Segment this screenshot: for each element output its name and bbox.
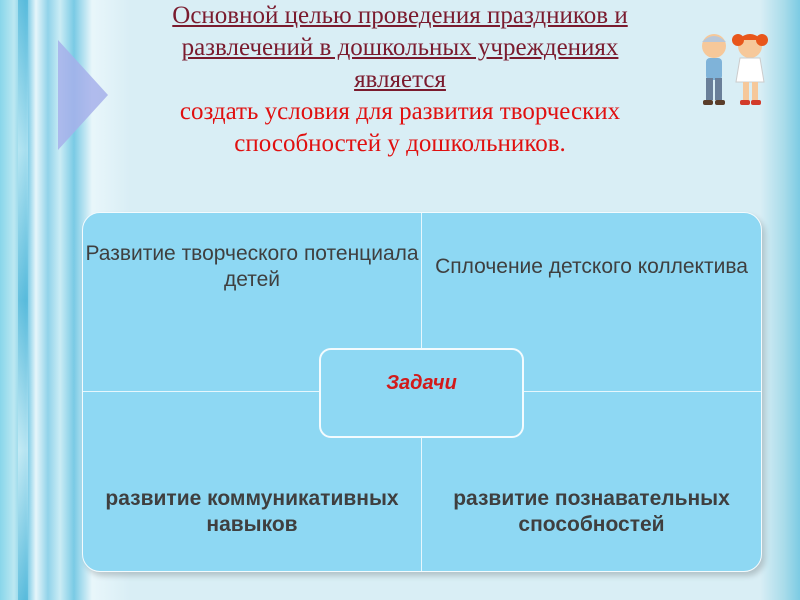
center-tasks-box xyxy=(319,348,524,438)
title-line-5: способностей у дошкольников. xyxy=(234,130,566,157)
cell-top-right-text: Сплочение детского коллектива xyxy=(435,255,748,278)
cell-bottom-left-text: развитие коммуникативных навыков xyxy=(105,486,399,536)
cell-bottom-right-text: развитие познавательных способностей xyxy=(453,486,730,536)
title-line-4: создать условия для развития творческих xyxy=(179,98,621,125)
title-line-1: Основной целью проведения праздников и xyxy=(172,2,628,29)
title-line-3: является xyxy=(354,66,446,93)
background-streak xyxy=(18,0,28,600)
title-line-2: развлечений в дошкольных учреждениях xyxy=(181,34,619,61)
slide-title xyxy=(100,0,700,160)
cell-top-left-text: Развитие творческого потенциала детей xyxy=(85,242,419,291)
center-tasks-label: Задачи xyxy=(386,371,457,394)
two-children-illustration xyxy=(688,30,778,110)
